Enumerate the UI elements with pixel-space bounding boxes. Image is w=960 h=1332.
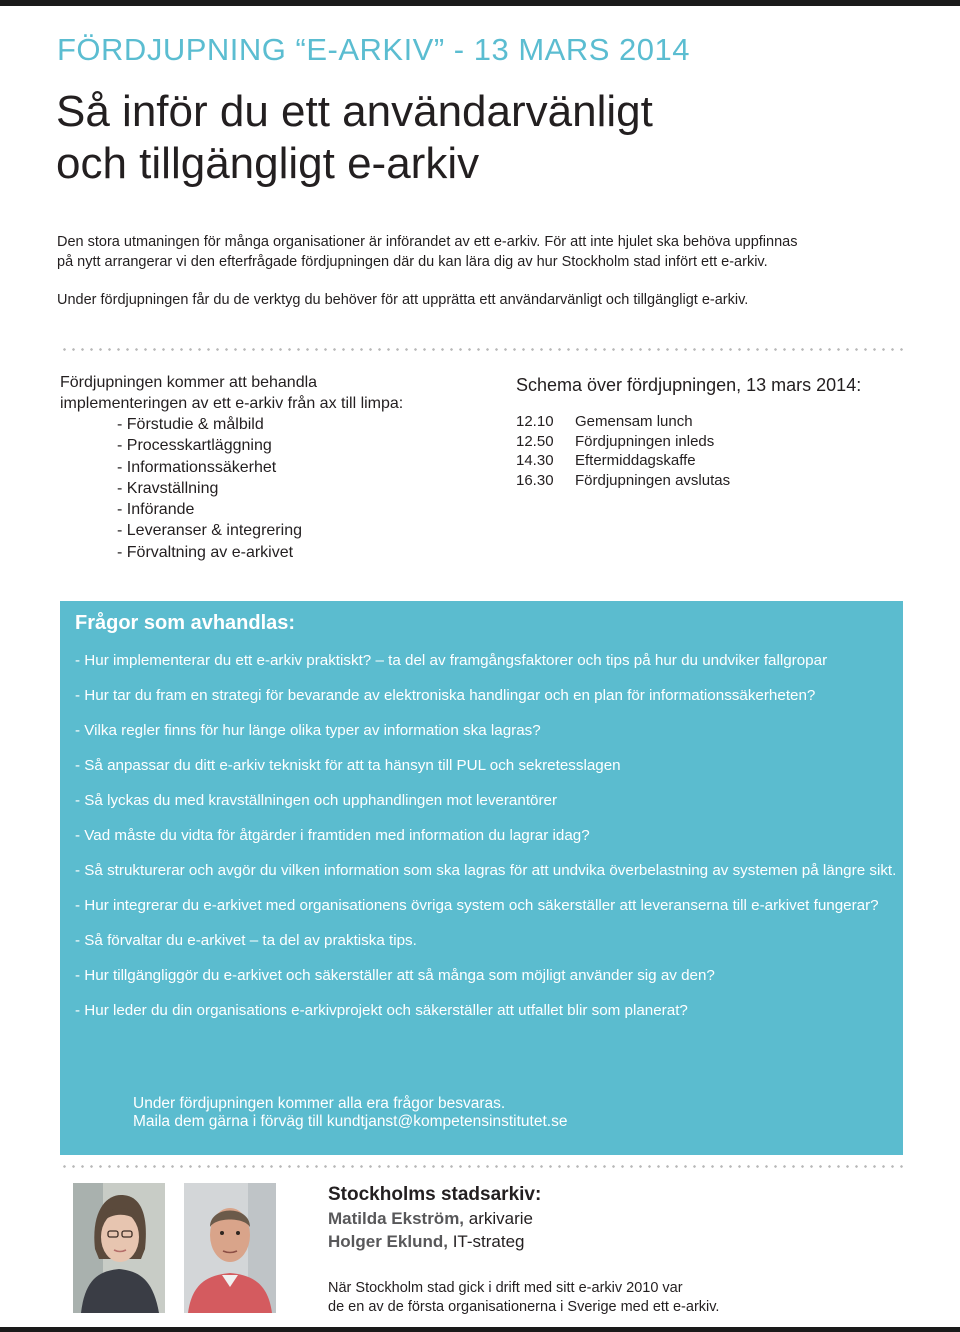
bottom-border [0,1327,960,1332]
questions-box [60,601,903,1155]
speakers-about-line-1: När Stockholm stad gick i drift med sitt e-arkiv 2010 var [328,1280,683,1296]
schedule-time: 12.50 [516,432,554,450]
top-border [0,0,960,6]
title-line-1: Så inför du ett användarvänligt [56,87,653,136]
questions-list [75,652,900,1037]
intro-line-2: på nytt arrangerar vi den efterfrågade fördjupningen där du kan lära dig av hur Stockholm stad infört ett e-arkiv. [57,254,768,270]
topics-lead-1: Fördjupningen kommer att behandla [60,374,318,391]
intro-line-1: Den stora utmaningen för många organisationer är införandet av ett e-arkiv. För att inte hjulet ska behöva uppfinnas [57,234,798,250]
dotted-divider [60,348,905,351]
schedule-row [516,451,916,471]
speaker-photo-woman [73,1183,165,1313]
topic-item: - Förvaltning av e-arkivet [117,543,294,561]
question-item: - Så förvaltar du e-arkivet – ta del av praktiska tips. [75,932,417,949]
questions-footer [133,1095,567,1131]
portrait-image [73,1183,165,1313]
schedule-time: 14.30 [516,452,554,469]
topic-item: - Processkartläggning [117,437,272,455]
schedule-row [516,432,916,452]
portrait-image [184,1183,276,1313]
event-kicker: FÖRDJUPNING “E-ARKIV” - 13 MARS 2014 [57,32,690,67]
schedule-label: Eftermiddagskaffe [575,452,696,469]
speaker-entry [328,1207,928,1230]
speaker-name: Holger Eklund, [328,1232,448,1251]
topic-item: - Informationssäkerhet [117,458,277,476]
dotted-divider [60,1165,905,1168]
schedule-title: Schema över fördjupningen, 13 mars 2014: [516,375,862,395]
page-title [56,86,653,190]
questions-title: Frågor som avhandlas: [75,612,296,634]
question-item: - Så strukturerar och avgör du vilken information som ska lagras för att undvika överbelastning av systemen på längre sikt. [75,862,897,879]
topics-section [60,372,480,563]
question-item: - Hur implementerar du ett e-arkiv praktiskt? – ta del av framgångsfaktorer och tips på hur du undviker fallgropar [75,652,828,669]
intro-paragraph-2: Under fördjupningen får du de verktyg du behöver för att upprätta ett användarvänligt och tillgängligt e-arkiv. [57,292,749,308]
speakers-about [328,1279,928,1317]
question-item: - Så lyckas du med kravställningen och upphandlingen mot leverantörer [75,792,558,809]
intro-paragraph [57,232,907,272]
topic-item: - Kravställning [117,479,219,497]
speaker-role: IT-strateg [447,1232,525,1251]
question-item: - Vilka regler finns för hur länge olika typer av information ska lagras? [75,722,541,739]
topic-item: - Förstudie & målbild [117,416,264,433]
question-item: - Så anpassar du ditt e-arkiv tekniskt för att ta hänsyn till PUL och sekretesslagen [75,757,621,774]
speaker-photo-man [184,1183,276,1313]
schedule-row [516,471,916,491]
speakers-about-line-2: de en av de första organisationerna i Sverige med ett e-arkiv. [328,1299,720,1315]
question-item: - Hur integrerar du e-arkivet med organisationens övriga system och säkerställer att leveranserna till e-arkivet fungerar? [75,897,879,914]
title-line-2: och tillgängligt e-arkiv [56,139,480,188]
topics-list [117,414,480,563]
topic-item: - Leveranser & integrering [117,522,302,540]
schedule-row [516,412,916,432]
schedule-label: Fördjupningen inleds [575,432,715,450]
speakers-section [328,1183,928,1317]
schedule-label: Fördjupningen avslutas [575,471,731,489]
topic-item: - Införande [117,501,195,519]
question-item: - Vad måste du vidta för åtgärder i framtiden med information du lagrar idag? [75,827,590,844]
schedule-section [516,373,916,490]
speaker-name: Matilda Ekström, [328,1209,465,1228]
schedule-time: 16.30 [516,471,554,489]
speaker-entry [328,1230,928,1253]
questions-footer-line-1: Under fördjupningen kommer alla era frågor besvaras. [133,1095,506,1112]
speaker-role: arkivarie [464,1209,534,1228]
question-item: - Hur leder du din organisations e-arkivprojekt och säkerställer att utfallet blir som planerat? [75,1002,688,1019]
question-item: - Hur tillgängliggör du e-arkivet och säkerställer att så många som möjligt använder sig av den? [75,967,715,984]
questions-footer-line-2: Maila dem gärna i förväg till kundtjanst@kompetensinstitutet.se [133,1113,568,1130]
speakers-org: Stockholms stadsarkiv: [328,1184,542,1205]
question-item: - Hur tar du fram en strategi för bevarande av elektroniska handlingar och en plan för informationssäkerheten? [75,687,816,704]
topics-lead-2: implementeringen av ett e-arkiv från ax till limpa: [60,395,404,412]
schedule-label: Gemensam lunch [575,413,693,430]
schedule-time: 12.10 [516,413,554,430]
